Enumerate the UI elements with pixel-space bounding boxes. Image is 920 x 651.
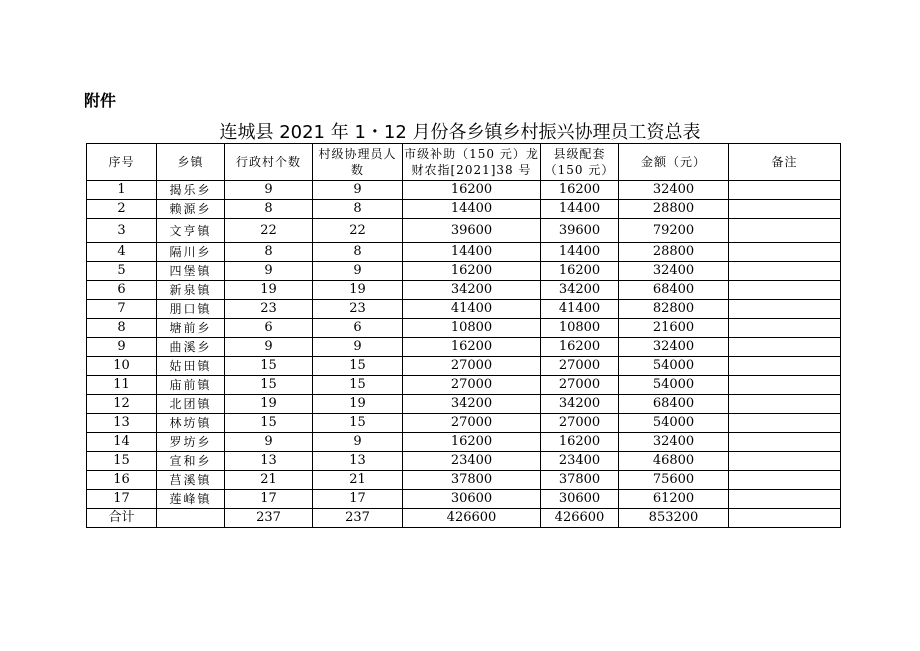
cell-note bbox=[729, 319, 841, 338]
table-row bbox=[87, 262, 841, 281]
cell-village-count: 9 bbox=[225, 338, 313, 357]
cell-amount: 32400 bbox=[619, 433, 729, 452]
cell-city-subsidy: 14400 bbox=[403, 200, 541, 219]
cell-row-number: 13 bbox=[87, 414, 157, 433]
cell-assistant-count: 6 bbox=[313, 319, 403, 338]
table-row bbox=[87, 319, 841, 338]
cell-row-number: 5 bbox=[87, 262, 157, 281]
table-row bbox=[87, 281, 841, 300]
cell-county-match: 39600 bbox=[541, 219, 619, 243]
cell-note bbox=[729, 243, 841, 262]
cell-assistant-count: 19 bbox=[313, 281, 403, 300]
cell-amount: 68400 bbox=[619, 281, 729, 300]
cell-county-match: 14400 bbox=[541, 243, 619, 262]
salary-summary-table bbox=[86, 143, 841, 528]
cell-amount: 54000 bbox=[619, 376, 729, 395]
cell-assistant-count: 21 bbox=[313, 471, 403, 490]
cell-row-number: 9 bbox=[87, 338, 157, 357]
column-header-no: 序号 bbox=[87, 144, 157, 181]
cell-assistant-count: 8 bbox=[313, 200, 403, 219]
table-row bbox=[87, 181, 841, 200]
cell-city-subsidy: 10800 bbox=[403, 319, 541, 338]
cell-row-number: 17 bbox=[87, 490, 157, 509]
cell-village-count: 9 bbox=[225, 262, 313, 281]
cell-note bbox=[729, 281, 841, 300]
cell-assistant-count: 9 bbox=[313, 181, 403, 200]
cell-city-subsidy: 16200 bbox=[403, 338, 541, 357]
cell-note bbox=[729, 357, 841, 376]
cell-county-match: 34200 bbox=[541, 281, 619, 300]
cell-county-match: 34200 bbox=[541, 395, 619, 414]
cell-total-town bbox=[157, 509, 225, 528]
cell-row-number: 8 bbox=[87, 319, 157, 338]
cell-town-name: 莲峰镇 bbox=[157, 490, 225, 509]
table-row bbox=[87, 471, 841, 490]
table-row bbox=[87, 338, 841, 357]
cell-county-match: 16200 bbox=[541, 433, 619, 452]
cell-amount: 54000 bbox=[619, 357, 729, 376]
cell-note bbox=[729, 300, 841, 319]
cell-note bbox=[729, 262, 841, 281]
cell-county-match: 10800 bbox=[541, 319, 619, 338]
cell-row-number: 16 bbox=[87, 471, 157, 490]
cell-assistant-count: 17 bbox=[313, 490, 403, 509]
table-row bbox=[87, 433, 841, 452]
cell-row-number: 2 bbox=[87, 200, 157, 219]
table-row bbox=[87, 357, 841, 376]
cell-village-count: 9 bbox=[225, 181, 313, 200]
cell-village-count: 19 bbox=[225, 395, 313, 414]
column-header-villages: 行政村个数 bbox=[225, 144, 313, 181]
cell-row-number: 12 bbox=[87, 395, 157, 414]
cell-amount: 21600 bbox=[619, 319, 729, 338]
cell-total-villages: 237 bbox=[225, 509, 313, 528]
cell-amount: 61200 bbox=[619, 490, 729, 509]
cell-town-name: 朋口镇 bbox=[157, 300, 225, 319]
cell-town-name: 罗坊乡 bbox=[157, 433, 225, 452]
table-row bbox=[87, 414, 841, 433]
cell-amount: 75600 bbox=[619, 471, 729, 490]
cell-row-number: 4 bbox=[87, 243, 157, 262]
cell-city-subsidy: 16200 bbox=[403, 433, 541, 452]
cell-total-note bbox=[729, 509, 841, 528]
cell-assistant-count: 15 bbox=[313, 376, 403, 395]
cell-row-number: 7 bbox=[87, 300, 157, 319]
cell-amount: 79200 bbox=[619, 219, 729, 243]
cell-city-subsidy: 39600 bbox=[403, 219, 541, 243]
cell-assistant-count: 19 bbox=[313, 395, 403, 414]
column-header-assistants: 村级协理员人数 bbox=[313, 144, 403, 181]
cell-village-count: 9 bbox=[225, 433, 313, 452]
cell-village-count: 19 bbox=[225, 281, 313, 300]
cell-village-count: 15 bbox=[225, 414, 313, 433]
cell-city-subsidy: 23400 bbox=[403, 452, 541, 471]
cell-city-subsidy: 16200 bbox=[403, 181, 541, 200]
cell-assistant-count: 9 bbox=[313, 262, 403, 281]
cell-amount: 28800 bbox=[619, 200, 729, 219]
cell-amount: 82800 bbox=[619, 300, 729, 319]
table-row bbox=[87, 395, 841, 414]
cell-town-name: 曲溪乡 bbox=[157, 338, 225, 357]
cell-amount: 32400 bbox=[619, 181, 729, 200]
table-row bbox=[87, 200, 841, 219]
cell-town-name: 北团镇 bbox=[157, 395, 225, 414]
document-title: 连城县 2021 年 1・12 月份各乡镇乡村振兴协理员工资总表 bbox=[219, 122, 701, 143]
cell-row-number: 6 bbox=[87, 281, 157, 300]
column-header-town: 乡镇 bbox=[157, 144, 225, 181]
cell-town-name: 庙前镇 bbox=[157, 376, 225, 395]
cell-assistant-count: 23 bbox=[313, 300, 403, 319]
cell-village-count: 15 bbox=[225, 376, 313, 395]
cell-total-city: 426600 bbox=[403, 509, 541, 528]
cell-total-label: 合计 bbox=[87, 509, 157, 528]
cell-town-name: 莒溪镇 bbox=[157, 471, 225, 490]
cell-note bbox=[729, 376, 841, 395]
cell-town-name: 新泉镇 bbox=[157, 281, 225, 300]
table-row bbox=[87, 243, 841, 262]
cell-row-number: 10 bbox=[87, 357, 157, 376]
cell-county-match: 14400 bbox=[541, 200, 619, 219]
cell-assistant-count: 8 bbox=[313, 243, 403, 262]
cell-note bbox=[729, 433, 841, 452]
cell-town-name: 隔川乡 bbox=[157, 243, 225, 262]
cell-county-match: 30600 bbox=[541, 490, 619, 509]
table-row bbox=[87, 452, 841, 471]
cell-city-subsidy: 34200 bbox=[403, 395, 541, 414]
cell-town-name: 林坊镇 bbox=[157, 414, 225, 433]
cell-note bbox=[729, 338, 841, 357]
cell-note bbox=[729, 219, 841, 243]
cell-county-match: 16200 bbox=[541, 262, 619, 281]
cell-assistant-count: 15 bbox=[313, 357, 403, 376]
cell-assistant-count: 22 bbox=[313, 219, 403, 243]
cell-amount: 28800 bbox=[619, 243, 729, 262]
cell-assistant-count: 9 bbox=[313, 433, 403, 452]
cell-city-subsidy: 37800 bbox=[403, 471, 541, 490]
cell-town-name: 四堡镇 bbox=[157, 262, 225, 281]
cell-village-count: 8 bbox=[225, 200, 313, 219]
column-header-amount: 金额（元） bbox=[619, 144, 729, 181]
cell-village-count: 22 bbox=[225, 219, 313, 243]
cell-town-name: 姑田镇 bbox=[157, 357, 225, 376]
table-row bbox=[87, 219, 841, 243]
cell-amount: 46800 bbox=[619, 452, 729, 471]
cell-note bbox=[729, 490, 841, 509]
cell-note bbox=[729, 471, 841, 490]
cell-city-subsidy: 16200 bbox=[403, 262, 541, 281]
total-row bbox=[87, 509, 841, 528]
cell-city-subsidy: 34200 bbox=[403, 281, 541, 300]
cell-city-subsidy: 27000 bbox=[403, 376, 541, 395]
cell-note bbox=[729, 414, 841, 433]
cell-assistant-count: 13 bbox=[313, 452, 403, 471]
cell-total-county: 426600 bbox=[541, 509, 619, 528]
table-row bbox=[87, 376, 841, 395]
cell-note bbox=[729, 181, 841, 200]
cell-county-match: 41400 bbox=[541, 300, 619, 319]
cell-assistant-count: 15 bbox=[313, 414, 403, 433]
cell-amount: 68400 bbox=[619, 395, 729, 414]
table-body bbox=[87, 181, 841, 528]
cell-county-match: 27000 bbox=[541, 357, 619, 376]
cell-row-number: 11 bbox=[87, 376, 157, 395]
cell-city-subsidy: 27000 bbox=[403, 414, 541, 433]
cell-city-subsidy: 27000 bbox=[403, 357, 541, 376]
cell-village-count: 21 bbox=[225, 471, 313, 490]
column-header-note: 备注 bbox=[729, 144, 841, 181]
cell-county-match: 37800 bbox=[541, 471, 619, 490]
table-row bbox=[87, 300, 841, 319]
cell-row-number: 3 bbox=[87, 219, 157, 243]
cell-village-count: 15 bbox=[225, 357, 313, 376]
cell-village-count: 8 bbox=[225, 243, 313, 262]
cell-note bbox=[729, 395, 841, 414]
cell-county-match: 23400 bbox=[541, 452, 619, 471]
cell-total-assistants: 237 bbox=[313, 509, 403, 528]
cell-village-count: 17 bbox=[225, 490, 313, 509]
table-header-row bbox=[87, 144, 841, 181]
cell-city-subsidy: 30600 bbox=[403, 490, 541, 509]
cell-county-match: 16200 bbox=[541, 181, 619, 200]
cell-county-match: 16200 bbox=[541, 338, 619, 357]
cell-row-number: 15 bbox=[87, 452, 157, 471]
cell-county-match: 27000 bbox=[541, 414, 619, 433]
cell-row-number: 14 bbox=[87, 433, 157, 452]
cell-amount: 32400 bbox=[619, 338, 729, 357]
cell-village-count: 6 bbox=[225, 319, 313, 338]
cell-village-count: 23 bbox=[225, 300, 313, 319]
cell-note bbox=[729, 452, 841, 471]
cell-amount: 32400 bbox=[619, 262, 729, 281]
cell-amount: 54000 bbox=[619, 414, 729, 433]
cell-village-count: 13 bbox=[225, 452, 313, 471]
cell-row-number: 1 bbox=[87, 181, 157, 200]
cell-total-amount: 853200 bbox=[619, 509, 729, 528]
cell-town-name: 赖源乡 bbox=[157, 200, 225, 219]
cell-town-name: 宣和乡 bbox=[157, 452, 225, 471]
cell-town-name: 塘前乡 bbox=[157, 319, 225, 338]
cell-town-name: 文亨镇 bbox=[157, 219, 225, 243]
cell-city-subsidy: 41400 bbox=[403, 300, 541, 319]
column-header-city-subsidy: 市级补助（150 元）龙财农指[2021]38 号 bbox=[403, 144, 541, 181]
cell-note bbox=[729, 200, 841, 219]
column-header-county-match: 县级配套（150 元） bbox=[541, 144, 619, 181]
table-row bbox=[87, 490, 841, 509]
cell-town-name: 揭乐乡 bbox=[157, 181, 225, 200]
cell-assistant-count: 9 bbox=[313, 338, 403, 357]
cell-city-subsidy: 14400 bbox=[403, 243, 541, 262]
cell-county-match: 27000 bbox=[541, 376, 619, 395]
attachment-label: 附件 bbox=[84, 91, 117, 110]
